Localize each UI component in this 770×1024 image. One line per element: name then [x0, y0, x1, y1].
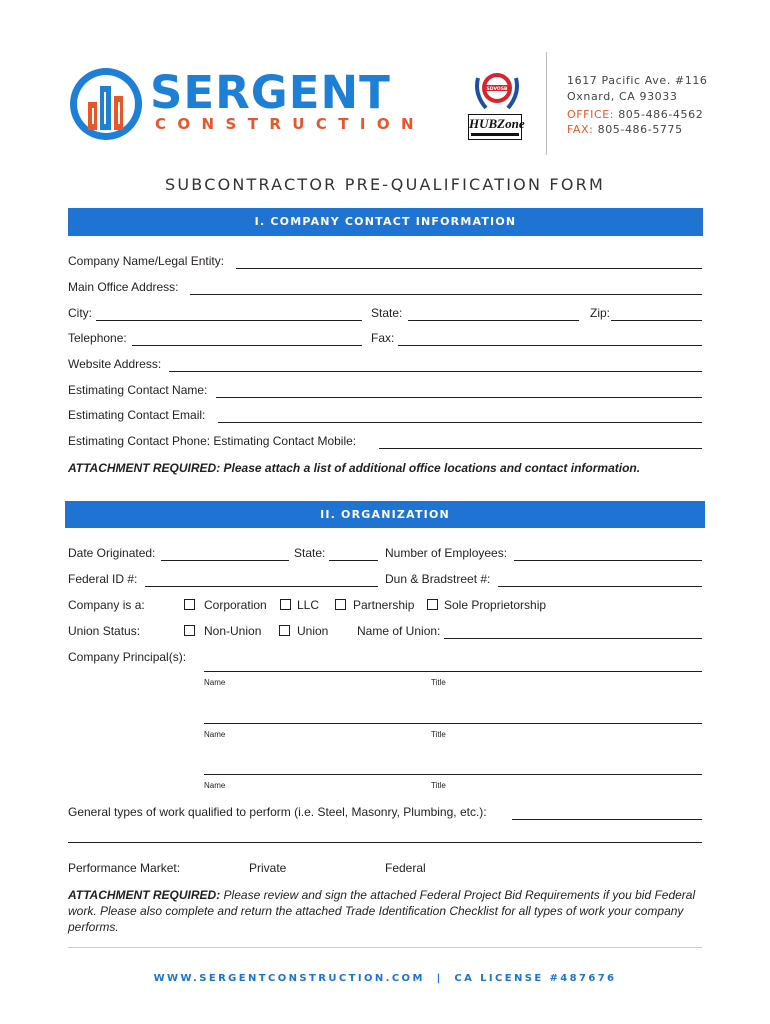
work-types-field-2[interactable]	[68, 842, 702, 843]
form-title: SUBCONTRACTOR PRE-QUALIFICATION FORM	[165, 175, 605, 194]
corporation-checkbox[interactable]	[184, 599, 195, 610]
header-divider	[546, 52, 547, 155]
llc-checkbox[interactable]	[280, 599, 291, 610]
principal-3-field[interactable]	[204, 774, 702, 775]
federal-id-label: Federal ID #:	[68, 572, 138, 586]
section1-heading: I. COMPANY CONTACT INFORMATION	[68, 208, 703, 236]
union-checkbox[interactable]	[279, 625, 290, 636]
estimating-email-label: Estimating Contact Email:	[68, 408, 206, 422]
principals-label: Company Principal(s):	[68, 650, 187, 664]
estimating-name-field[interactable]	[216, 397, 702, 398]
attachment-note-1: ATTACHMENT REQUIRED: Please attach a list of additional office locations and contact information.	[68, 461, 641, 475]
org-state-label: State:	[294, 546, 326, 560]
principal-3-title-caption: Title	[431, 781, 446, 790]
footer: WWW.SERGENTCONSTRUCTION.COM | CA LICENSE #487676	[153, 973, 617, 984]
sole-proprietorship-label: Sole Proprietorship	[444, 598, 547, 612]
dun-label: Dun & Bradstreet #:	[385, 572, 491, 586]
date-originated-field[interactable]	[161, 560, 289, 561]
state-label: State:	[371, 306, 403, 320]
address-line1: 1617 Pacific Ave. #116	[567, 74, 708, 87]
employees-label: Number of Employees:	[385, 546, 508, 560]
dun-field[interactable]	[498, 586, 702, 587]
office-number: 805-486-4562	[618, 108, 704, 121]
city-label: City:	[68, 306, 92, 320]
office-label: OFFICE:	[567, 108, 615, 121]
fax-field[interactable]	[398, 345, 702, 346]
market-federal[interactable]: Federal	[385, 861, 426, 875]
partnership-checkbox[interactable]	[335, 599, 346, 610]
office-address-field[interactable]	[190, 294, 702, 295]
zip-label: Zip:	[590, 306, 611, 320]
office-phone	[567, 109, 703, 120]
company-type-label: Company is a:	[68, 598, 145, 612]
address-line2: Oxnard, CA 93033	[567, 90, 678, 103]
estimating-phone-label: Estimating Contact Phone: Estimating Contact Mobile:	[68, 434, 357, 448]
estimating-name-label: Estimating Contact Name:	[68, 383, 208, 397]
hubzone-badge	[468, 114, 525, 140]
non-union-label: Non-Union	[204, 624, 262, 638]
brand-name: SERGENT	[150, 66, 391, 119]
website-field[interactable]	[169, 371, 702, 372]
market-label: Performance Market:	[68, 861, 181, 875]
llc-label: LLC	[297, 598, 320, 612]
company-name-field[interactable]	[236, 268, 702, 269]
union-label: Union	[297, 624, 329, 638]
date-originated-label: Date Originated:	[68, 546, 156, 560]
fax-number	[567, 124, 683, 135]
corporation-label: Corporation	[204, 598, 267, 612]
work-types-field[interactable]	[512, 819, 702, 820]
company-name-label: Company Name/Legal Entity:	[68, 254, 225, 268]
principal-2-title-caption: Title	[431, 730, 446, 739]
attachment-note-2	[68, 887, 704, 935]
section2-heading: II. ORGANIZATION	[65, 501, 705, 528]
union-name-label: Name of Union:	[357, 624, 441, 638]
brand-subtitle: CONSTRUCTION	[155, 115, 426, 133]
principal-1-field[interactable]	[204, 671, 702, 672]
partnership-label: Partnership	[353, 598, 415, 612]
fax-label: FAX:	[567, 123, 594, 136]
union-name-field[interactable]	[444, 638, 702, 639]
employees-field[interactable]	[514, 560, 702, 561]
footer-divider	[68, 947, 702, 948]
market-private[interactable]: Private	[249, 861, 287, 875]
federal-id-field[interactable]	[145, 586, 378, 587]
website-label: Website Address:	[68, 357, 162, 371]
city-field[interactable]	[96, 320, 362, 321]
attachment-note-2-text: Please review and sign the attached Federal Project Bid Requirements if you bid Federal work. Please also complete and return the attached Trade Identification Checklist for all types of work your company performs.	[68, 888, 696, 934]
principal-1-title-caption: Title	[431, 678, 446, 687]
seal-text: SDVOSB	[486, 87, 508, 92]
work-types-label: General types of work qualified to perform (i.e. Steel, Masonry, Plumbing, etc.):	[68, 805, 487, 819]
non-union-checkbox[interactable]	[184, 625, 195, 636]
sole-proprietorship-checkbox[interactable]	[427, 599, 438, 610]
fax-field-label: Fax:	[371, 331, 395, 345]
estimating-phone-field[interactable]	[379, 448, 702, 449]
veteran-seal-icon	[472, 64, 522, 116]
telephone-field[interactable]	[132, 345, 362, 346]
hubzone-text: HUBZone	[469, 116, 525, 131]
fax-value: 805-486-5775	[597, 123, 683, 136]
org-state-field[interactable]	[329, 560, 378, 561]
estimating-email-field[interactable]	[218, 422, 702, 423]
principal-2-field[interactable]	[204, 723, 702, 724]
telephone-label: Telephone:	[68, 331, 127, 345]
principal-1-name-caption: Name	[204, 678, 226, 687]
principal-2-name-caption: Name	[204, 730, 226, 739]
principal-3-name-caption: Name	[204, 781, 226, 790]
state-field[interactable]	[408, 320, 579, 321]
office-address-label: Main Office Address:	[68, 280, 179, 294]
attachment-note-2-label: ATTACHMENT REQUIRED:	[68, 888, 221, 902]
union-status-label: Union Status:	[68, 624, 141, 638]
zip-field[interactable]	[611, 320, 702, 321]
